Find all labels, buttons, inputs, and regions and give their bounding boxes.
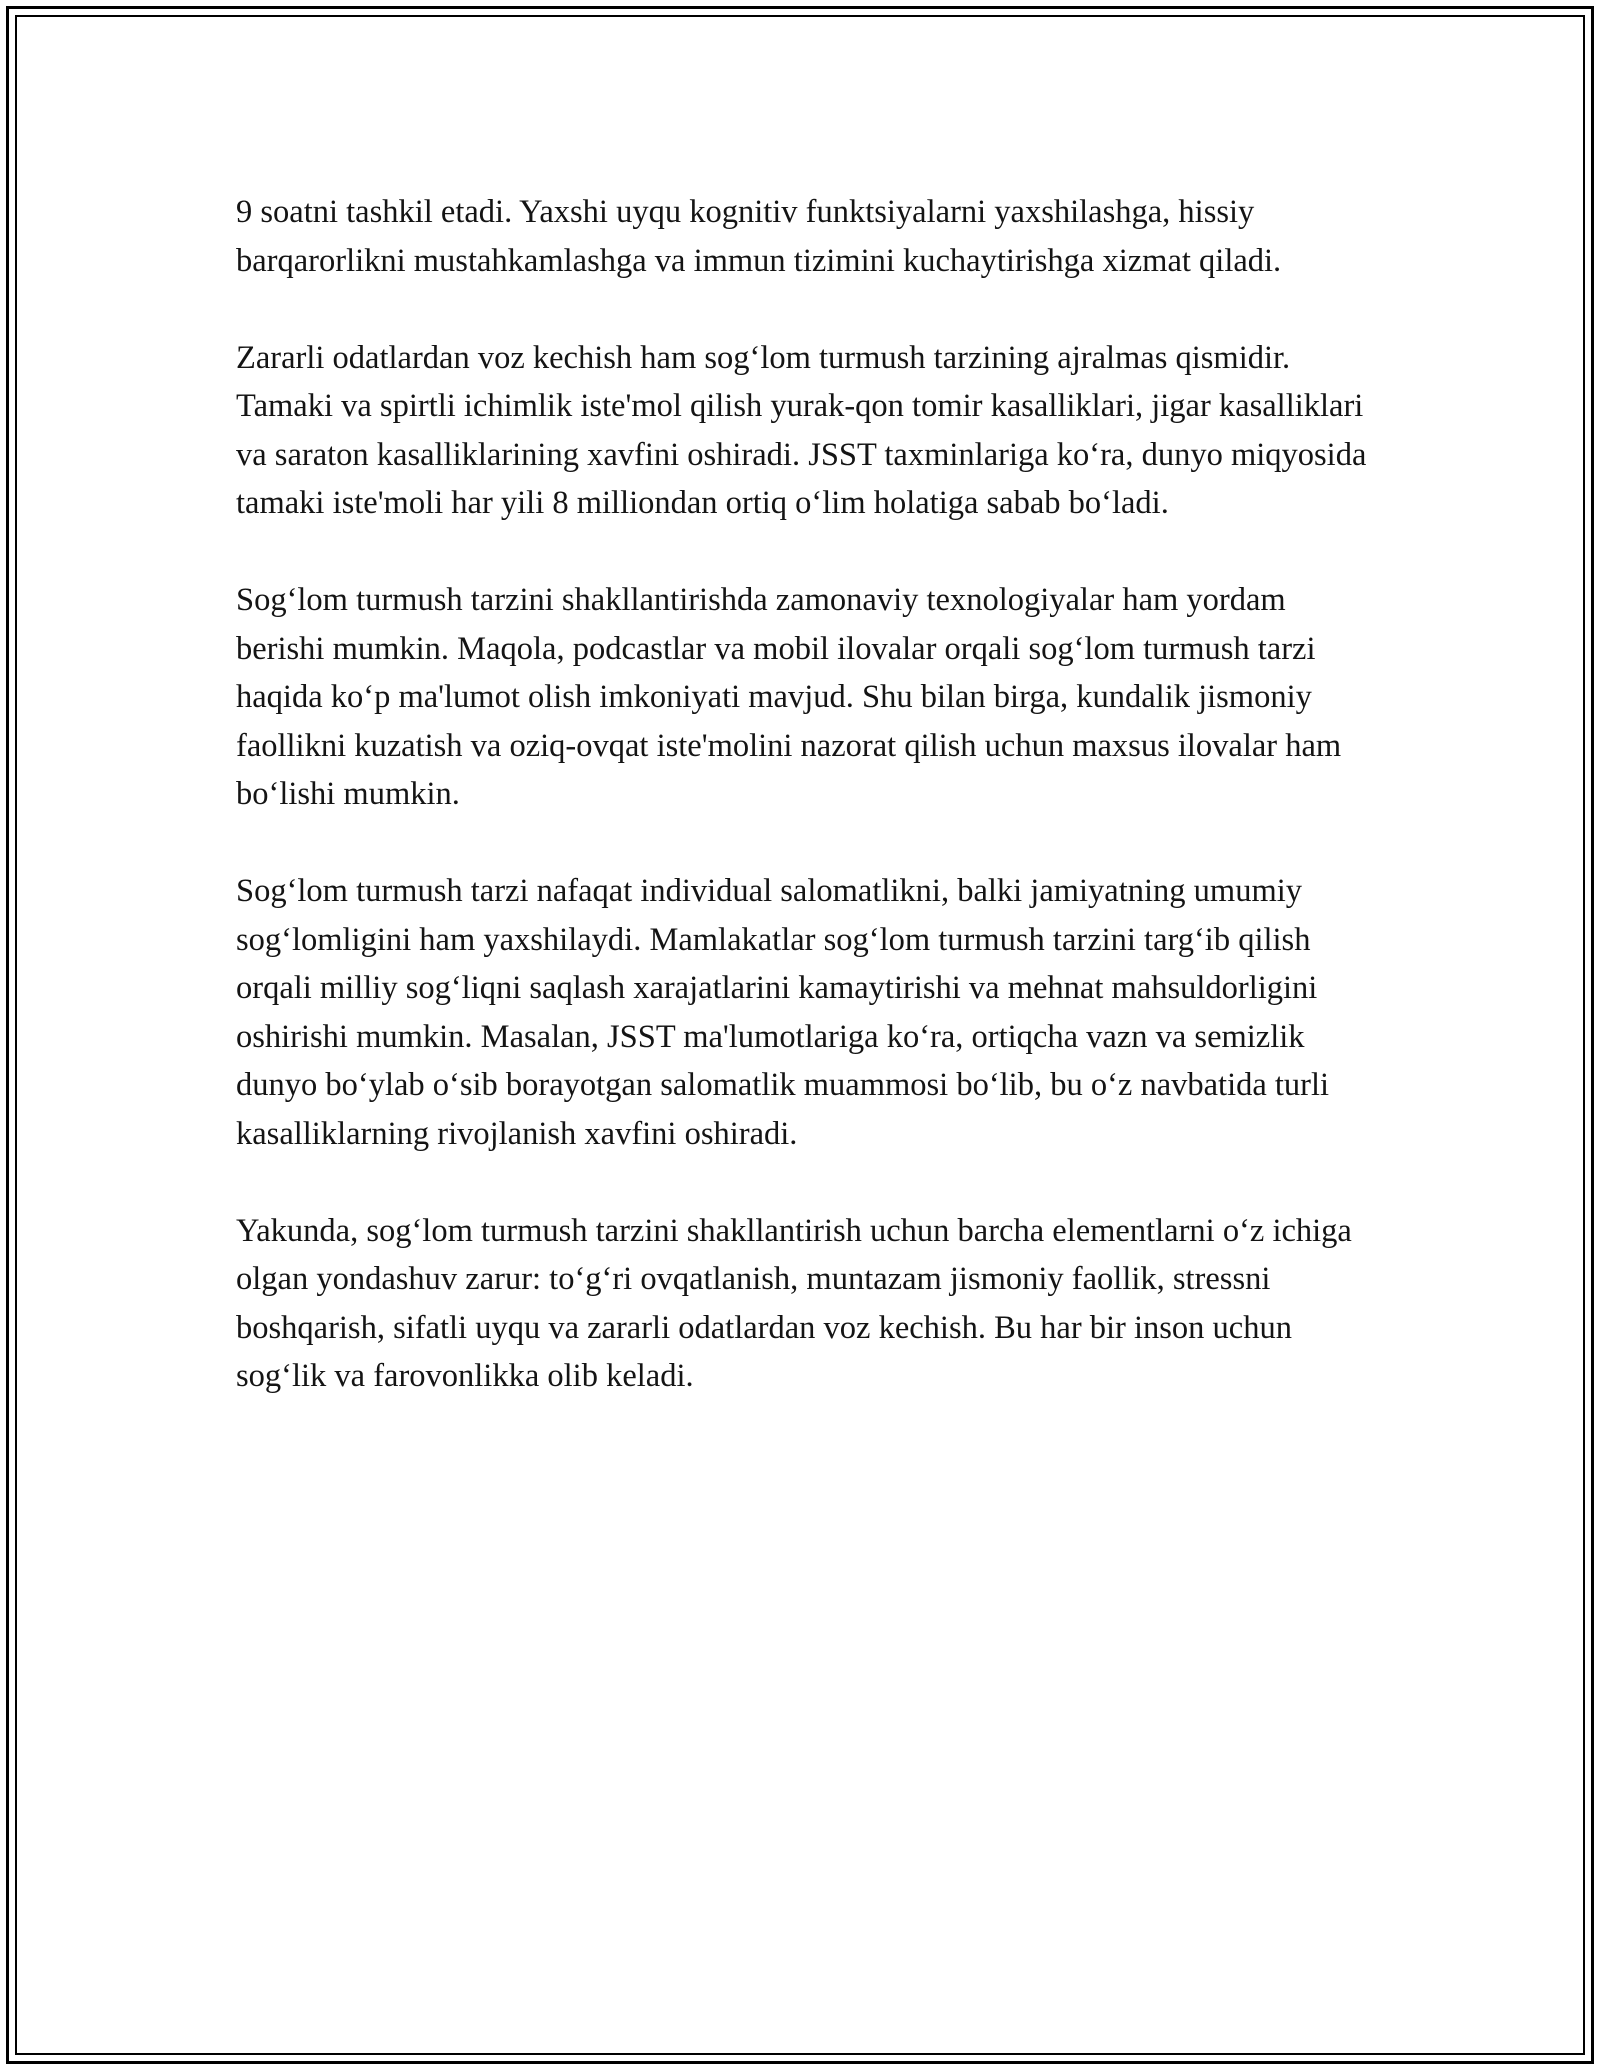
paragraph-4: Sog‘lom turmush tarzi nafaqat individual salomatlikni, balki jamiyatning umumiy sog‘lomligini ham yaxshilaydi. Mamlakatlar sog‘lom turmush tarzini targ‘ib qilish orqali milliy sog‘liqni saqlash xarajatlarini kamaytirishi va mehnat mahsuldorligini oshirishi mumkin. Masalan, JSST ma'lumotlariga ko‘ra, ortiqcha vazn va semizlik dunyo bo‘ylab o‘sib borayotgan salomatlik muammosi bo‘lib, bu o‘z navbatida turli kasalliklarning rivojlanish xavfini oshiradi. [236, 873, 1330, 1152]
paragraph-2: Zararli odatlardan voz kechish ham sog‘lom turmush tarzining ajralmas qismidir. Tamaki va spirtli ichimlik iste'mol qilish yurak-qon tomir kasalliklari, jigar kasalliklari va saraton kasalliklarining xavfini oshiradi. JSST taxminlariga ko‘ra, dunyo miqyosida tamaki iste'moli har yili 8 milliondan ortiq o‘lim holatiga sabab bo‘ladi. [236, 339, 1367, 521]
document-body [236, 188, 1376, 1449]
paragraph-1: 9 soatni tashkil etadi. Yaxshi uyqu kognitiv funktsiyalarni yaxshilashga, hissiy barqarorlikni mustahkamlashga va immun tizimini kuchaytirishga xizmat qiladi. [236, 194, 1282, 279]
paragraph-3: Sog‘lom turmush tarzini shakllantirishda zamonaviy texnologiyalar ham yordam berishi mumkin. Maqola, podcastlar va mobil ilovalar orqali sog‘lom turmush tarzi haqida ko‘p ma'lumot olish imkoniyati mavjud. Shu bilan birga, kundalik jismoniy faollikni kuzatish va oziq-ovqat iste'molini nazorat qilish uchun maxsus ilovalar ham bo‘lishi mumkin. [236, 582, 1342, 812]
paragraph-5: Yakunda, sog‘lom turmush tarzini shakllantirish uchun barcha elementlarni o‘z ichiga olgan yondashuv zarur: to‘g‘ri ovqatlanish, muntazam jismoniy faollik, stressni boshqarish, sifatli uyqu va zararli odatlardan voz kechish. Bu har bir inson uchun sog‘lik va farovonlikka olib keladi. [236, 1212, 1352, 1394]
